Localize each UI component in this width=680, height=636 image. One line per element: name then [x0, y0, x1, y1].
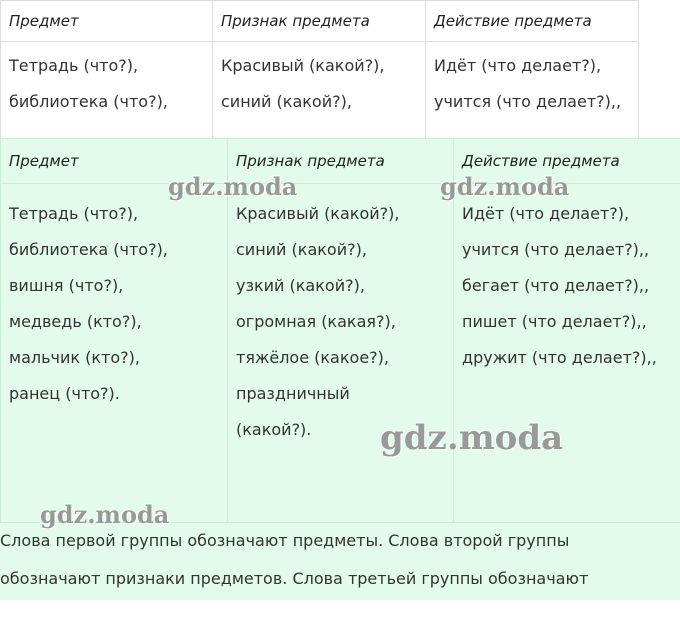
explanation-paragraph — [0, 520, 680, 598]
answer-header-action: Действие предмета — [454, 139, 680, 184]
top-cell-attributes — [213, 42, 426, 140]
list-item: синий (какой?), — [236, 240, 367, 259]
list-item: Идёт (что делает?), — [434, 56, 602, 75]
answer-header-attribute: Признак предмета — [228, 139, 454, 184]
list-item: медведь (кто?), — [9, 312, 142, 331]
list-item: дружит (что делает?),, — [462, 348, 657, 367]
answer-cell-subjects — [1, 184, 228, 523]
top-header-attribute: Признак предмета — [213, 1, 426, 42]
list-item: (какой?). — [236, 420, 312, 439]
list-item: Тетрадь (что?), — [9, 56, 139, 75]
answer-cell-attributes — [228, 184, 454, 523]
top-table — [0, 0, 639, 140]
list-item: ранец (что?). — [9, 384, 120, 403]
top-cell-actions — [426, 42, 639, 140]
watermark: gdz.moda — [168, 172, 298, 201]
list-item: огромная (какая?), — [236, 312, 396, 331]
answer-header-row — [1, 139, 680, 184]
list-item: Тетрадь (что?), — [9, 204, 139, 223]
watermark: gdz.moda — [40, 500, 170, 529]
list-item: учится (что делает?),, — [462, 240, 650, 259]
top-header-subject: Предмет — [1, 1, 213, 42]
top-header-action: Действие предмета — [426, 1, 639, 42]
top-cell-subjects — [1, 42, 213, 140]
list-item: библиотека (что?), — [9, 240, 168, 259]
watermark: gdz.moda — [380, 418, 564, 458]
list-item: библиотека (что?), — [9, 92, 168, 111]
list-item: праздничный — [236, 384, 350, 403]
paragraph-line: Слова первой группы обозначают предметы. Слова второй группы — [0, 531, 570, 550]
answer-body-row — [1, 184, 680, 523]
list-item: учится (что делает?),, — [434, 92, 622, 111]
paragraph-line: обозначают признаки предметов. Слова третьей группы обозначают — [0, 569, 589, 588]
list-item: Идёт (что делает?), — [462, 204, 630, 223]
top-header-row — [1, 1, 639, 42]
list-item: синий (какой?), — [221, 92, 352, 111]
list-item: тяжёлое (какое?), — [236, 348, 389, 367]
list-item: Красивый (какой?), — [221, 56, 385, 75]
answer-table — [0, 138, 680, 523]
list-item: узкий (какой?), — [236, 276, 365, 295]
list-item: вишня (что?), — [9, 276, 124, 295]
list-item: Красивый (какой?), — [236, 204, 400, 223]
top-body-row — [1, 42, 639, 140]
answer-cell-actions — [454, 184, 680, 523]
watermark: gdz.moda — [440, 172, 570, 201]
list-item: пишет (что делает?),, — [462, 312, 647, 331]
list-item: бегает (что делает?),, — [462, 276, 650, 295]
answer-header-subject: Предмет — [1, 139, 228, 184]
list-item: мальчик (кто?), — [9, 348, 140, 367]
